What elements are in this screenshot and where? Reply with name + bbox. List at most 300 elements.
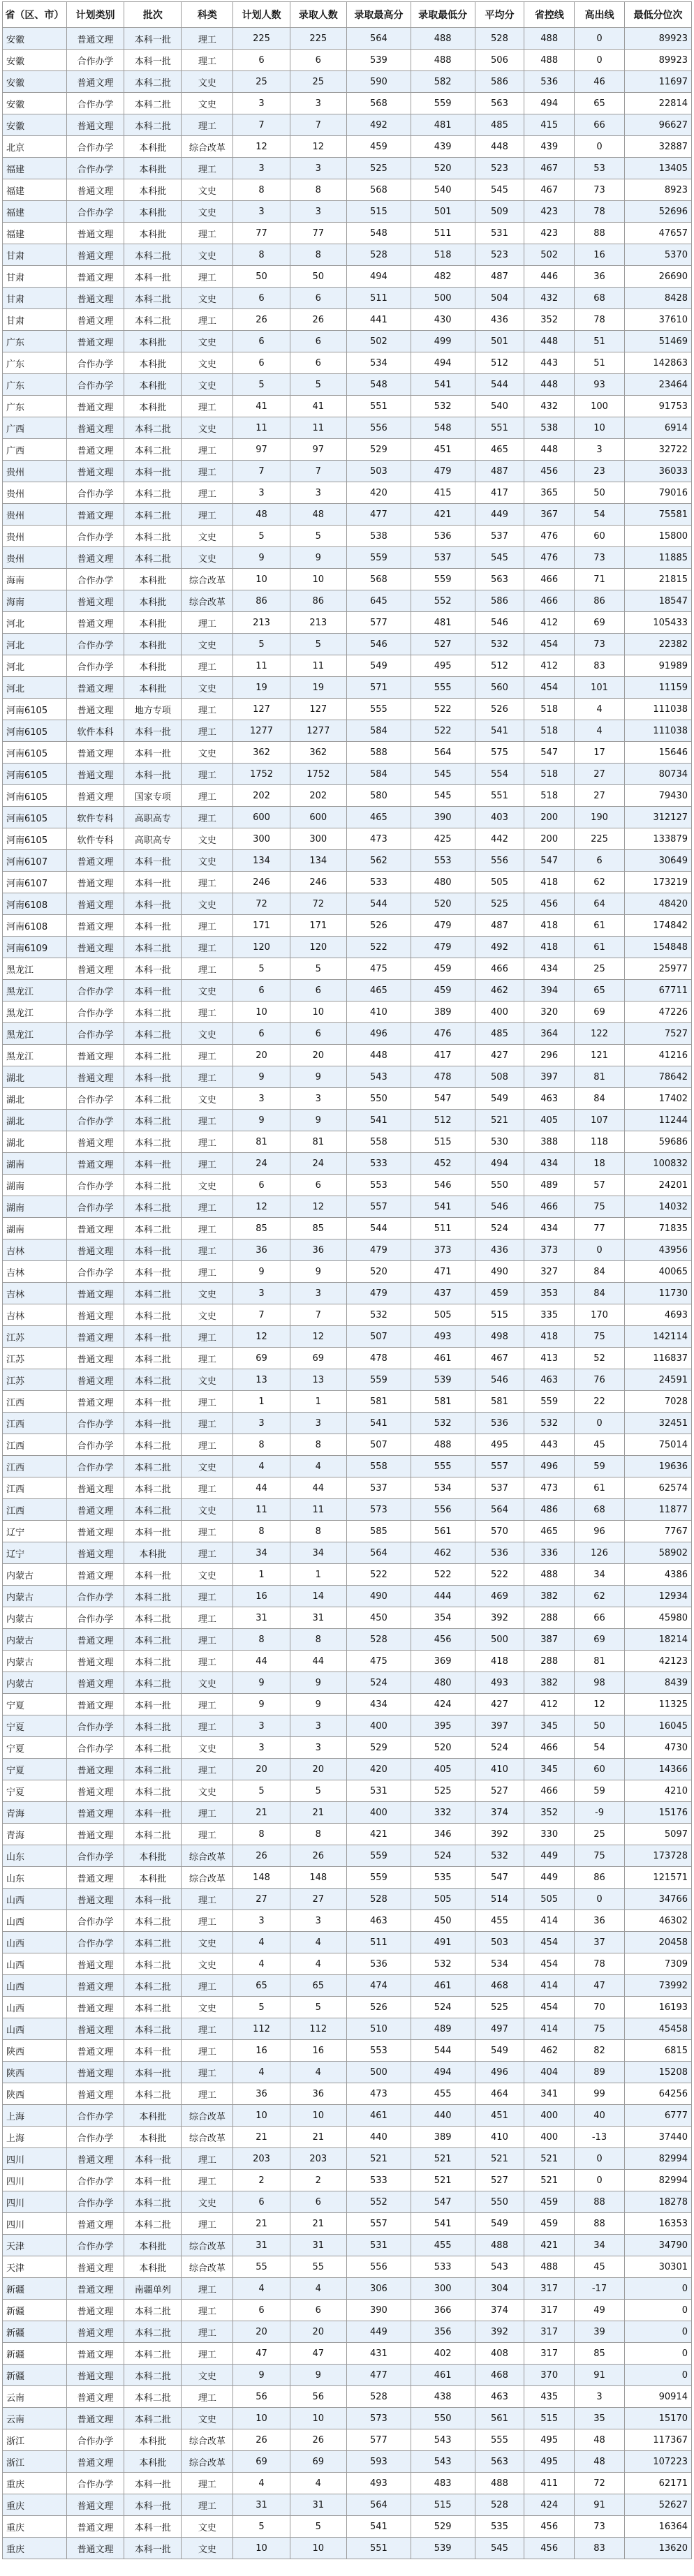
cell-control-line: 411 — [524, 2473, 575, 2494]
cell-max-score: 520 — [346, 1261, 411, 1283]
cell-control-line: 423 — [524, 223, 575, 244]
cell-min-score: 481 — [411, 114, 475, 136]
table-row — [3, 1023, 692, 1045]
cell-admitted-count: 5 — [290, 634, 346, 655]
cell-avg-score: 469 — [475, 1586, 524, 1607]
cell-avg-score: 397 — [475, 1715, 524, 1737]
cell-avg-score: 564 — [475, 1499, 524, 1521]
cell-batch: 本科二批 — [124, 1824, 182, 1845]
cell-province: 海南 — [3, 590, 67, 612]
cell-max-score: 510 — [346, 2018, 411, 2040]
cell-subject: 理工 — [182, 1413, 233, 1434]
cell-min-score: 520 — [411, 893, 475, 915]
cell-control-line: 317 — [524, 2300, 575, 2321]
cell-max-score: 500 — [346, 2062, 411, 2083]
table-row — [3, 1110, 692, 1131]
cell-planned-count: 4 — [233, 1932, 290, 1953]
cell-control-line: 454 — [524, 1997, 575, 2018]
cell-min-score: 424 — [411, 1694, 475, 1715]
cell-planned-count: 11 — [233, 655, 290, 677]
cell-avg-score: 403 — [475, 807, 524, 828]
cell-max-score: 584 — [346, 764, 411, 785]
cell-province: 陕西 — [3, 2083, 67, 2105]
cell-avg-score: 392 — [475, 1607, 524, 1629]
cell-batch: 本科批 — [124, 1845, 182, 1867]
cell-min-score: 482 — [411, 266, 475, 288]
cell-avg-score: 570 — [475, 1521, 524, 1542]
cell-control-line: 414 — [524, 2018, 575, 2040]
cell-min-score: 495 — [411, 655, 475, 677]
cell-planned-count: 10 — [233, 1002, 290, 1023]
cell-province: 四川 — [3, 2191, 67, 2213]
cell-batch: 本科批 — [124, 2127, 182, 2148]
cell-min-score: 479 — [411, 915, 475, 937]
cell-subject: 综合改革 — [182, 1867, 233, 1889]
cell-plan-type: 普通文理 — [66, 396, 124, 417]
cell-province: 新疆 — [3, 2343, 67, 2365]
cell-avg-score: 392 — [475, 1824, 524, 1845]
cell-min-rank: 21815 — [624, 569, 691, 590]
cell-avg-score: 551 — [475, 417, 524, 439]
table-row — [3, 2473, 692, 2494]
cell-min-score: 539 — [411, 1369, 475, 1391]
cell-province: 河南6108 — [3, 893, 67, 915]
cell-above-line: 75 — [575, 1845, 625, 1867]
cell-province: 山西 — [3, 1997, 67, 2018]
cell-subject: 文史 — [182, 1456, 233, 1477]
cell-plan-type: 普通文理 — [66, 1953, 124, 1975]
cell-control-line: 373 — [524, 1239, 575, 1261]
cell-planned-count: 12 — [233, 136, 290, 158]
cell-min-rank: 52696 — [624, 201, 691, 223]
cell-batch: 本科批 — [124, 2256, 182, 2278]
cell-control-line: 448 — [524, 374, 575, 396]
cell-subject: 理工 — [182, 50, 233, 71]
cell-province: 陕西 — [3, 2040, 67, 2062]
cell-planned-count: 1752 — [233, 764, 290, 785]
cell-above-line: 71 — [575, 569, 625, 590]
cell-batch: 本科二批 — [124, 439, 182, 461]
cell-province: 重庆 — [3, 2473, 67, 2494]
cell-avg-score: 505 — [475, 872, 524, 893]
cell-min-score: 505 — [411, 1889, 475, 1910]
cell-min-rank: 18547 — [624, 590, 691, 612]
cell-max-score: 528 — [346, 1889, 411, 1910]
cell-plan-type: 合作办学 — [66, 158, 124, 179]
table-row — [3, 1889, 692, 1910]
cell-subject: 理工 — [182, 1261, 233, 1283]
cell-batch: 本科批 — [124, 590, 182, 612]
cell-admitted-count: 24 — [290, 1153, 346, 1175]
cell-province: 浙江 — [3, 2429, 67, 2451]
cell-control-line: 448 — [524, 439, 575, 461]
cell-subject: 理工 — [182, 1477, 233, 1499]
cell-batch: 本科一批 — [124, 1261, 182, 1283]
cell-province: 广西 — [3, 417, 67, 439]
cell-control-line: 432 — [524, 288, 575, 309]
cell-min-score: 494 — [411, 352, 475, 374]
cell-subject: 理工 — [182, 958, 233, 980]
cell-planned-count: 362 — [233, 742, 290, 764]
cell-min-rank: 37610 — [624, 309, 691, 331]
cell-batch: 本科二批 — [124, 2365, 182, 2386]
cell-control-line: 405 — [524, 1110, 575, 1131]
cell-batch: 本科一批 — [124, 958, 182, 980]
cell-admitted-count: 27 — [290, 1889, 346, 1910]
cell-admitted-count: 10 — [290, 2408, 346, 2429]
cell-max-score: 568 — [346, 93, 411, 114]
cell-admitted-count: 4 — [290, 2278, 346, 2300]
cell-avg-score: 546 — [475, 612, 524, 634]
cell-subject: 理工 — [182, 1629, 233, 1651]
cell-subject: 理工 — [182, 504, 233, 526]
cell-plan-type: 普通文理 — [66, 439, 124, 461]
column-header-control-line: 省控线 — [524, 2, 575, 28]
cell-plan-type: 合作办学 — [66, 1261, 124, 1283]
cell-admitted-count: 11 — [290, 1499, 346, 1521]
cell-min-score: 461 — [411, 1975, 475, 1997]
cell-avg-score: 495 — [475, 1434, 524, 1456]
cell-control-line: 518 — [524, 785, 575, 807]
cell-control-line: 495 — [524, 2451, 575, 2473]
table-row — [3, 2018, 692, 2040]
cell-avg-score: 536 — [475, 1413, 524, 1434]
cell-admitted-count: 600 — [290, 807, 346, 828]
cell-plan-type: 普通文理 — [66, 2040, 124, 2062]
cell-min-score: 332 — [411, 1802, 475, 1824]
cell-min-score: 529 — [411, 2516, 475, 2538]
cell-batch: 本科二批 — [124, 1369, 182, 1391]
cell-control-line: 345 — [524, 1715, 575, 1737]
cell-planned-count: 26 — [233, 2429, 290, 2451]
cell-min-rank: 79016 — [624, 482, 691, 504]
cell-subject: 理工 — [182, 612, 233, 634]
cell-min-rank: 6777 — [624, 2105, 691, 2127]
cell-min-score: 515 — [411, 1131, 475, 1153]
cell-min-rank: 62574 — [624, 1477, 691, 1499]
cell-min-rank: 51469 — [624, 331, 691, 352]
cell-province: 江西 — [3, 1456, 67, 1477]
cell-subject: 文史 — [182, 677, 233, 699]
cell-min-rank: 8439 — [624, 1672, 691, 1694]
cell-min-rank: 15170 — [624, 2408, 691, 2429]
cell-min-score: 438 — [411, 2386, 475, 2408]
cell-planned-count: 13 — [233, 1369, 290, 1391]
cell-plan-type: 合作办学 — [66, 655, 124, 677]
cell-province: 湖南 — [3, 1175, 67, 1196]
cell-subject: 理工 — [182, 1586, 233, 1607]
cell-control-line: 515 — [524, 2408, 575, 2429]
cell-plan-type: 普通文理 — [66, 309, 124, 331]
table-row — [3, 28, 692, 50]
cell-min-score: 522 — [411, 699, 475, 720]
cell-above-line: 88 — [575, 223, 625, 244]
cell-planned-count: 19 — [233, 677, 290, 699]
cell-subject: 理工 — [182, 1759, 233, 1780]
cell-min-rank: 11325 — [624, 1694, 691, 1715]
cell-planned-count: 1277 — [233, 720, 290, 742]
cell-planned-count: 202 — [233, 785, 290, 807]
cell-min-score: 462 — [411, 1542, 475, 1564]
cell-min-rank: 22382 — [624, 634, 691, 655]
cell-plan-type: 普通文理 — [66, 872, 124, 893]
cell-min-score: 535 — [411, 1867, 475, 1889]
cell-control-line: 434 — [524, 1218, 575, 1239]
cell-plan-type: 合作办学 — [66, 50, 124, 71]
cell-above-line: 60 — [575, 526, 625, 547]
cell-min-rank: 11159 — [624, 677, 691, 699]
cell-avg-score: 546 — [475, 1369, 524, 1391]
cell-control-line: 388 — [524, 1131, 575, 1153]
cell-plan-type: 合作办学 — [66, 1413, 124, 1434]
table-row — [3, 785, 692, 807]
cell-planned-count: 127 — [233, 699, 290, 720]
cell-min-rank: 11885 — [624, 547, 691, 569]
cell-avg-score: 410 — [475, 2127, 524, 2148]
cell-subject: 文史 — [182, 244, 233, 266]
cell-admitted-count: 85 — [290, 1218, 346, 1239]
cell-avg-score: 466 — [475, 958, 524, 980]
cell-min-score: 548 — [411, 417, 475, 439]
cell-plan-type: 普通文理 — [66, 742, 124, 764]
cell-control-line: 423 — [524, 201, 575, 223]
cell-province: 福建 — [3, 201, 67, 223]
cell-plan-type: 普通文理 — [66, 2365, 124, 2386]
cell-max-score: 564 — [346, 2494, 411, 2516]
cell-min-rank: 64256 — [624, 2083, 691, 2105]
cell-max-score: 564 — [346, 1542, 411, 1564]
cell-province: 四川 — [3, 2213, 67, 2235]
cell-admitted-count: 25 — [290, 71, 346, 93]
cell-min-score: 483 — [411, 2473, 475, 2494]
cell-min-score: 555 — [411, 1456, 475, 1477]
cell-planned-count: 9 — [233, 1110, 290, 1131]
cell-plan-type: 普通文理 — [66, 2018, 124, 2040]
cell-max-score: 434 — [346, 1694, 411, 1715]
cell-min-rank: 11730 — [624, 1283, 691, 1304]
cell-province: 河北 — [3, 612, 67, 634]
cell-province: 湖北 — [3, 1110, 67, 1131]
cell-admitted-count: 8 — [290, 1434, 346, 1456]
cell-admitted-count: 9 — [290, 1672, 346, 1694]
cell-above-line: 170 — [575, 1304, 625, 1326]
cell-planned-count: 31 — [233, 2494, 290, 2516]
cell-batch: 本科一批 — [124, 850, 182, 872]
cell-above-line: 84 — [575, 1088, 625, 1110]
cell-admitted-count: 8 — [290, 1629, 346, 1651]
table-row — [3, 1413, 692, 1434]
cell-max-score: 507 — [346, 1434, 411, 1456]
cell-batch: 本科批 — [124, 2451, 182, 2473]
cell-subject: 理工 — [182, 309, 233, 331]
cell-province: 广东 — [3, 352, 67, 374]
cell-planned-count: 6 — [233, 980, 290, 1002]
cell-above-line: -9 — [575, 1802, 625, 1824]
cell-subject: 文史 — [182, 331, 233, 352]
cell-plan-type: 普通文理 — [66, 288, 124, 309]
cell-above-line: 88 — [575, 2191, 625, 2213]
cell-planned-count: 9 — [233, 1694, 290, 1715]
cell-control-line: 446 — [524, 266, 575, 288]
table-row — [3, 1066, 692, 1088]
cell-province: 河南6107 — [3, 850, 67, 872]
cell-min-rank: 4210 — [624, 1780, 691, 1802]
cell-min-rank: 67711 — [624, 980, 691, 1002]
cell-planned-count: 5 — [233, 374, 290, 396]
cell-above-line: 101 — [575, 677, 625, 699]
cell-province: 新疆 — [3, 2365, 67, 2386]
cell-province: 陕西 — [3, 2062, 67, 2083]
cell-control-line: 459 — [524, 2213, 575, 2235]
cell-control-line: 397 — [524, 1066, 575, 1088]
cell-plan-type: 合作办学 — [66, 1607, 124, 1629]
cell-province: 贵州 — [3, 461, 67, 482]
cell-province: 内蒙古 — [3, 1586, 67, 1607]
cell-admitted-count: 69 — [290, 2451, 346, 2473]
cell-subject: 理工 — [182, 1002, 233, 1023]
cell-above-line: 4 — [575, 720, 625, 742]
cell-min-rank: 34790 — [624, 2235, 691, 2256]
cell-max-score: 503 — [346, 461, 411, 482]
cell-max-score: 568 — [346, 569, 411, 590]
cell-planned-count: 26 — [233, 1845, 290, 1867]
cell-min-rank: 80734 — [624, 764, 691, 785]
cell-subject: 文史 — [182, 1564, 233, 1586]
cell-control-line: 456 — [524, 2538, 575, 2559]
cell-avg-score: 468 — [475, 2365, 524, 2386]
cell-province: 宁夏 — [3, 1715, 67, 1737]
cell-control-line: 521 — [524, 2148, 575, 2170]
cell-min-rank: 45980 — [624, 1607, 691, 1629]
cell-plan-type: 普通文理 — [66, 1521, 124, 1542]
cell-batch: 本科批 — [124, 179, 182, 201]
table-row — [3, 2040, 692, 2062]
cell-province: 河南6108 — [3, 915, 67, 937]
cell-min-score: 479 — [411, 937, 475, 958]
cell-plan-type: 软件本科 — [66, 720, 124, 742]
cell-avg-score: 563 — [475, 93, 524, 114]
cell-subject: 理工 — [182, 1542, 233, 1564]
cell-min-score: 505 — [411, 1304, 475, 1326]
cell-above-line: 18 — [575, 1153, 625, 1175]
cell-control-line: 418 — [524, 915, 575, 937]
cell-subject: 文史 — [182, 2516, 233, 2538]
cell-plan-type: 普通文理 — [66, 547, 124, 569]
cell-max-score: 479 — [346, 1283, 411, 1304]
cell-above-line: 17 — [575, 742, 625, 764]
cell-min-rank: 6815 — [624, 2040, 691, 2062]
cell-subject: 理工 — [182, 1348, 233, 1369]
cell-plan-type: 普通文理 — [66, 244, 124, 266]
cell-planned-count: 27 — [233, 1889, 290, 1910]
table-row — [3, 2213, 692, 2235]
cell-max-score: 562 — [346, 850, 411, 872]
cell-batch: 本科二批 — [124, 309, 182, 331]
cell-subject: 综合改革 — [182, 2429, 233, 2451]
cell-planned-count: 20 — [233, 2321, 290, 2343]
cell-control-line: 370 — [524, 2365, 575, 2386]
cell-planned-count: 86 — [233, 590, 290, 612]
cell-plan-type: 合作办学 — [66, 374, 124, 396]
cell-planned-count: 20 — [233, 1759, 290, 1780]
cell-above-line: 86 — [575, 590, 625, 612]
cell-above-line: 100 — [575, 396, 625, 417]
cell-admitted-count: 9 — [290, 1066, 346, 1088]
cell-subject: 理工 — [182, 2062, 233, 2083]
table-row — [3, 1651, 692, 1672]
cell-admitted-count: 6 — [290, 1175, 346, 1196]
cell-province: 安徽 — [3, 114, 67, 136]
cell-admitted-count: 7 — [290, 114, 346, 136]
cell-avg-score: 561 — [475, 2408, 524, 2429]
cell-avg-score: 442 — [475, 828, 524, 850]
cell-min-rank: 107223 — [624, 2451, 691, 2473]
cell-min-rank: 41216 — [624, 1045, 691, 1066]
cell-batch: 本科二批 — [124, 1131, 182, 1153]
cell-plan-type: 普通文理 — [66, 266, 124, 288]
cell-min-score: 450 — [411, 1910, 475, 1932]
cell-plan-type: 合作办学 — [66, 1175, 124, 1196]
cell-batch: 本科二批 — [124, 547, 182, 569]
table-row — [3, 309, 692, 331]
cell-min-score: 417 — [411, 1045, 475, 1066]
cell-avg-score: 549 — [475, 2040, 524, 2062]
cell-plan-type: 普通文理 — [66, 1672, 124, 1694]
table-row — [3, 2300, 692, 2321]
cell-above-line: 118 — [575, 1131, 625, 1153]
cell-min-rank: 16193 — [624, 1997, 691, 2018]
cell-min-rank: 26690 — [624, 266, 691, 288]
cell-min-rank: 22814 — [624, 93, 691, 114]
cell-admitted-count: 36 — [290, 1239, 346, 1261]
cell-control-line: 467 — [524, 179, 575, 201]
table-row — [3, 634, 692, 655]
cell-min-rank: 79430 — [624, 785, 691, 807]
cell-province: 江苏 — [3, 1348, 67, 1369]
cell-above-line: 46 — [575, 71, 625, 93]
cell-planned-count: 11 — [233, 417, 290, 439]
table-row — [3, 2451, 692, 2473]
cell-plan-type: 普通文理 — [66, 1651, 124, 1672]
cell-plan-type: 普通文理 — [66, 1975, 124, 1997]
table-row — [3, 1326, 692, 1348]
cell-avg-score: 551 — [475, 785, 524, 807]
cell-planned-count: 34 — [233, 1542, 290, 1564]
cell-above-line: 0 — [575, 2170, 625, 2191]
cell-batch: 本科二批 — [124, 1975, 182, 1997]
cell-min-score: 455 — [411, 2083, 475, 2105]
cell-above-line: 81 — [575, 1066, 625, 1088]
cell-batch: 本科一批 — [124, 2473, 182, 2494]
cell-min-rank: 91989 — [624, 655, 691, 677]
cell-above-line: 34 — [575, 2235, 625, 2256]
cell-control-line: 413 — [524, 1348, 575, 1369]
table-row — [3, 1499, 692, 1521]
cell-admitted-count: 213 — [290, 612, 346, 634]
cell-planned-count: 10 — [233, 2538, 290, 2559]
cell-min-rank: 105433 — [624, 612, 691, 634]
cell-min-rank: 73992 — [624, 1975, 691, 1997]
cell-min-rank: 30649 — [624, 850, 691, 872]
cell-plan-type: 普通文理 — [66, 2408, 124, 2429]
table-row — [3, 266, 692, 288]
cell-plan-type: 普通文理 — [66, 2213, 124, 2235]
cell-above-line: 3 — [575, 439, 625, 461]
cell-max-score: 546 — [346, 634, 411, 655]
cell-planned-count: 3 — [233, 93, 290, 114]
cell-control-line: 454 — [524, 1932, 575, 1953]
cell-batch: 本科二批 — [124, 1997, 182, 2018]
